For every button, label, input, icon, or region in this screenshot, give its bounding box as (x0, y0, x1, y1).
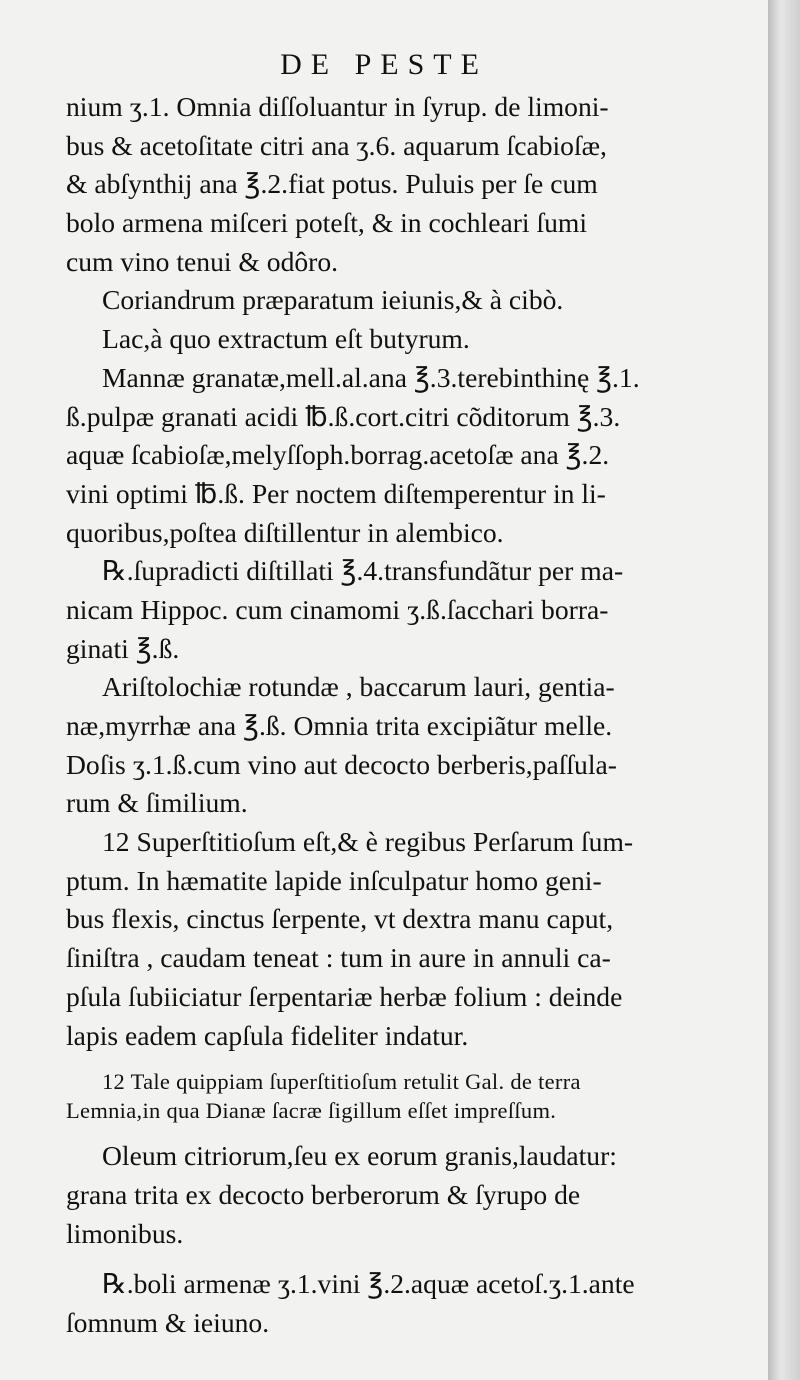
text-line: ß.pulpæ granati acidi ℔.ß.cort.citri cõditorum ℥.3. (66, 400, 621, 432)
text-line: ℞.ſupradicti diſtillati ℥.4.transfundãtur per ma- (102, 555, 624, 587)
text-line: bus & acetoſitate citri ana ʒ.6. aquarum ſcabioſæ, (66, 129, 607, 161)
text-line: grana trita ex decocto berberorum & ſyrupo de (66, 1178, 581, 1210)
text-line: limonibus. (66, 1217, 184, 1249)
text-line: rum & ſimilium. (66, 787, 248, 819)
text-line: Mannæ granatæ,mell.al.ana ℥.3.terebinthinę ℥.1. (102, 361, 640, 393)
text-line: Coriandrum præparatum ieiunis,& à cibò. (102, 284, 564, 316)
text-line: aquæ ſcabioſæ,melyſſoph.borrag.acetoſæ ana ℥.2. (66, 439, 610, 471)
text-line: bolo armena miſceri poteſt, & in cochleari ſumi (66, 207, 588, 239)
running-header: DE PESTE (280, 48, 488, 81)
text-line: lapis eadem capſula fideliter indatur. (66, 1019, 469, 1051)
text-line: & abſynthij ana ℥.2.fiat potus. Puluis per ſe cum (66, 168, 598, 200)
text-line: nium ʒ.1. Omnia diſſoluantur in ſyrup. de limoni- (66, 91, 609, 122)
text-line: ℞.boli armenæ ʒ.1.vini ℥.2.aquæ acetoſ.ʒ.1.ante (102, 1268, 635, 1300)
text-line: ſiniſtra , caudam teneat : tum in aure in annuli ca- (66, 942, 611, 974)
text-line: quoribus,poſtea diſtillentur in alembico. (66, 516, 504, 548)
text-line: næ,myrrhæ ana ℥.ß. Omnia trita excipiãtur melle. (66, 710, 613, 741)
binding-shadow (768, 0, 800, 1380)
text-line: 12 Superſtitioſum eſt,& è regibus Perſarum ſum- (102, 826, 634, 858)
text-line: cum vino tenui & odôro. (66, 245, 339, 277)
text-line: ſomnum & ieiuno. (66, 1306, 270, 1338)
marginal-note-line: 12 Tale quippiam ſuperſtitioſum retulit Gal. de terra (102, 1069, 581, 1095)
text-line: pſula ſubiiciatur ſerpentariæ herbæ folium : deinde (66, 980, 623, 1012)
text-line: nicam Hippoc. cum cinamomi ʒ.ß.ſacchari borra- (66, 593, 609, 625)
text-line: Lac,à quo extractum eſt butyrum. (102, 323, 470, 355)
text-line: bus flexis, cinctus ſerpente, vt dextra manu caput, (66, 903, 614, 935)
text-line: Ariſtolochiæ rotundæ , baccarum lauri, gentia- (102, 671, 615, 703)
body-text (66, 88, 738, 1343)
text-line: ginati ℥.ß. (66, 632, 180, 664)
text-line: ptum. In hæmatite lapide inſculpatur homo geni- (66, 864, 602, 896)
marginal-note-line: Lemnia,in qua Dianæ ſacræ ſigillum eſſet impreſſum. (66, 1098, 557, 1124)
text-line: Oleum citriorum,ſeu ex eorum granis,laudatur: (102, 1140, 617, 1172)
text-line: vini optimi ℔.ß. Per noctem diſtemperentur in li- (66, 477, 606, 509)
text-line: Doſis ʒ.1.ß.cum vino aut decocto berberis,paſſula- (66, 748, 617, 780)
